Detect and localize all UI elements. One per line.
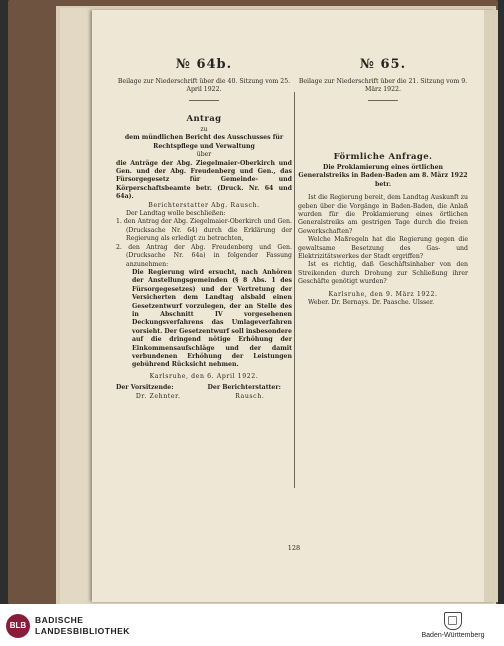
resolution-item-1: 1. den Antrag der Abg. Ziegelmaier-Oberkirch und Gen. (Drucksache Nr. 64) durch die Erklärung der Regierung als erledigt zu betrachten, — [116, 218, 292, 243]
chair-label: Der Vorsitzende: — [116, 384, 174, 392]
library-name-line-1: BADISCHE — [35, 615, 84, 625]
coat-of-arms-icon — [444, 612, 462, 630]
resolution-quote: Die Regierung wird ersucht, nach Anhören der Anstellungsgemeinden (§ 8 Abs. 1 des Fürsorgegesetzes) und der Vertretung der Versicherten dem Landtag alsbald einen Gesetzentwurf vorzulegen, der an Stelle des in Abschnitt IV vorgesehenen Deckungsverfahrens das Umlageverfahren vorsieht. Der Gesetzentwurf soll insbesondere auf die dringend nötige Erhöhung der Einkommensaufschläge und der damit verbundenen Erhöhung der Leistungen gebührend Rücksicht nehmen. — [132, 268, 292, 369]
reporter-line: Berichterstatter Abg. Rausch. — [148, 201, 260, 209]
inquiry-title: Förmliche Anfrage. — [333, 151, 433, 162]
inquiry-question-1: Ist die Regierung bereit, dem Landtag Auskunft zu geben über die Vorgänge in Baden-Baden, die Anlaß wurden für die Proklamierung eines örtlichen Generalstreiks am gestrigen Tage durch die freien Gewerkschaften? — [298, 194, 468, 235]
resolve-line: Der Landtag wolle beschließen: — [126, 210, 226, 218]
inquiry-question-2: Welche Maßregeln hat die Regierung gegen die gewaltsame Besetzung des Gas- und Elektrizitätswerkes der Stadt ergriffen? — [298, 236, 468, 261]
place-date-left: Karlsruhe, den 6. April 1922. — [149, 372, 259, 380]
inquiry-subtitle: Die Proklamierung eines örtlichen Generalstreiks in Baden-Baden am 8. März 1922 betr. — [298, 164, 468, 188]
committee-report: dem mündlichen Bericht des Ausschusses für Rechtspflege und Verwaltung — [124, 134, 284, 150]
chair-name: Dr. Zehnter. — [135, 392, 181, 400]
document-number-left: № 64b. — [175, 57, 233, 72]
resolution-item-2: 2. den Antrag der Abg. Freudenberg und Gen. (Drucksache Nr. 64a) in folgender Fassung anzunehmen: — [116, 243, 292, 268]
page-number-area — [92, 0, 496, 600]
place-date-right: Karlsruhe, den 9. März 1922. — [328, 290, 438, 298]
zu-label: zu — [200, 126, 208, 134]
page-number: 128 — [287, 544, 301, 552]
inquiry-question-3: Ist es richtig, daß Geschäftsinhaber von den Streikenden durch Drohung zur Schließung ihrer Geschäfte genötigt wurden? — [298, 261, 468, 286]
library-name[interactable] — [35, 615, 130, 637]
motion-title: Antrag — [186, 113, 222, 124]
state-name: Baden-Württemberg — [421, 632, 485, 639]
reporter-label: Der Berichterstatter: — [207, 384, 281, 392]
library-name-line-2: LANDESBIBLIOTHEK — [35, 626, 130, 636]
signers-line: Weber. Dr. Bernays. Dr. Paasche. Ulsser. — [308, 299, 435, 307]
baden-wuerttemberg-logo[interactable] — [408, 612, 498, 642]
motions-text: die Anträge der Abg. Ziegelmaier-Oberkirch und Gen. und der Abg. Freudenberg und Gen., das Fürsorgegesetz für Gemeinde- und Körperschaftsbeamte betr. (Druck. Nr. 64 und 64a). — [116, 159, 292, 201]
reporter-name: Rausch. — [235, 392, 265, 400]
document-number-right: № 65. — [359, 57, 407, 72]
supplement-note-left: Beilage zur Niederschrift über die 40. Sitzung vom 25. April 1922. — [117, 78, 291, 94]
supplement-note-right: Beilage zur Niederschrift über die 21. Sitzung vom 9. März 1922. — [298, 78, 468, 94]
ueber-label: über — [196, 151, 212, 159]
blb-logo-icon[interactable]: BLB — [6, 614, 30, 638]
